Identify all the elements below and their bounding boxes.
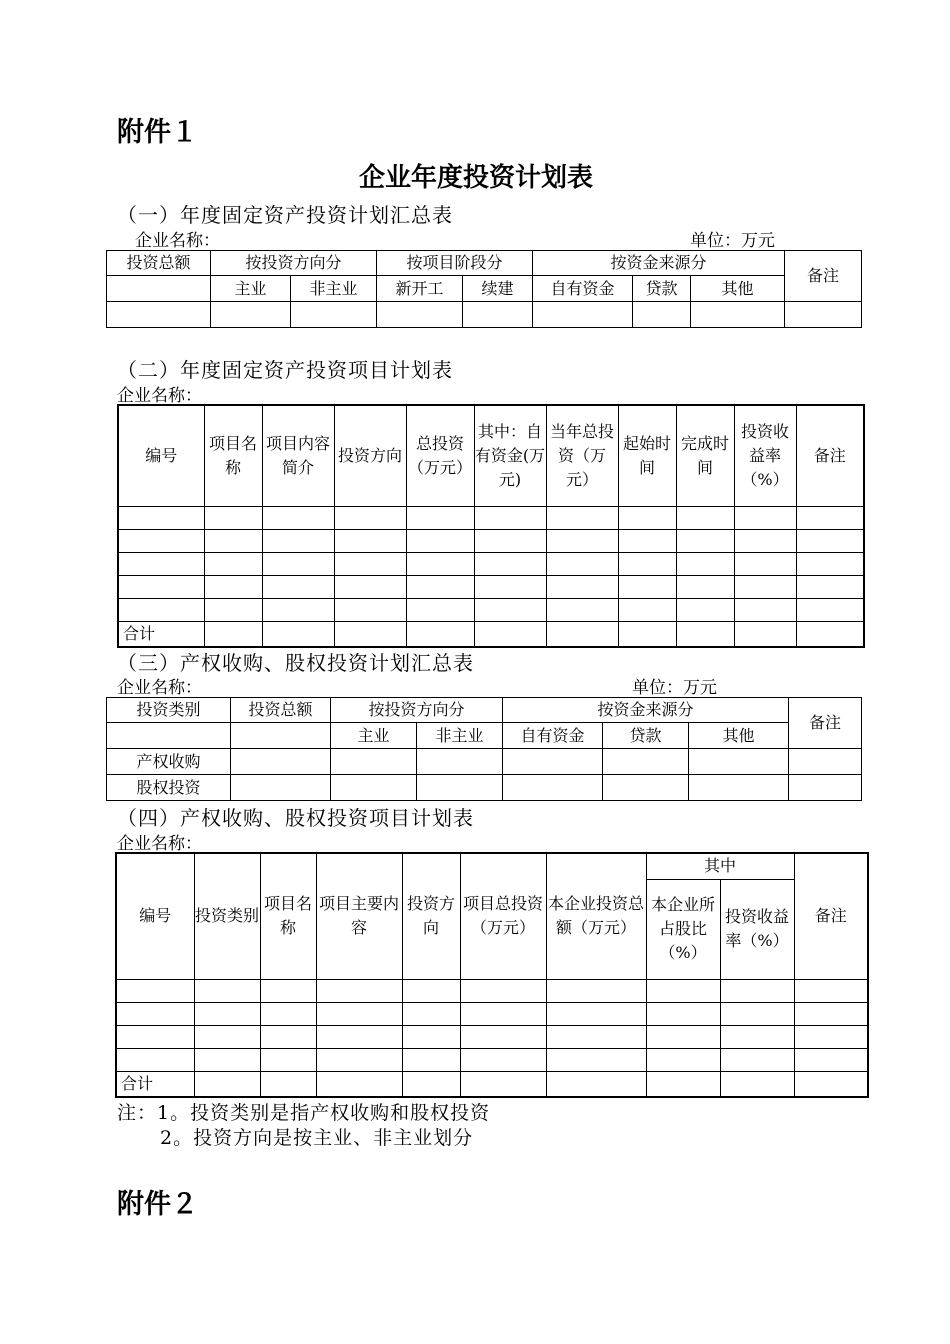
table-cell xyxy=(546,1048,646,1071)
cell-empty xyxy=(107,276,211,302)
table-cell xyxy=(331,749,417,775)
note-line-1: 注：1。投资类别是指产权收购和股权投资 xyxy=(117,1102,491,1124)
header-own-funds: 其中：自有资金(万元) xyxy=(474,405,546,506)
table-row xyxy=(118,529,864,552)
table-cell xyxy=(734,621,796,647)
table3-summary xyxy=(106,697,862,801)
header-continued: 续建 xyxy=(463,276,533,302)
header-project-content: 项目内容简介 xyxy=(262,405,334,506)
header-direction: 投资方向 xyxy=(402,853,460,979)
table-cell xyxy=(116,1002,194,1025)
header-total-investment: 总投资（万元） xyxy=(406,405,474,506)
table-cell xyxy=(546,575,618,598)
table-cell xyxy=(785,302,862,328)
table-cell xyxy=(734,529,796,552)
table-cell xyxy=(316,1048,402,1071)
table-cell xyxy=(463,302,533,328)
header-new-start: 新开工 xyxy=(377,276,463,302)
table-row xyxy=(118,506,864,529)
table-cell xyxy=(676,529,734,552)
table-cell xyxy=(646,1071,720,1097)
header-start-time: 起始时间 xyxy=(618,405,676,506)
table-cell xyxy=(402,1025,460,1048)
table-cell xyxy=(334,598,406,621)
table1-company-label: 企业名称： xyxy=(135,231,220,251)
table-cell xyxy=(676,506,734,529)
table-cell xyxy=(262,506,334,529)
header-return-rate: 投资收益率（%） xyxy=(734,405,796,506)
table-cell xyxy=(474,621,546,647)
header-by-direction: 按投资方向分 xyxy=(331,698,503,723)
table-cell xyxy=(402,979,460,1002)
table-cell xyxy=(474,575,546,598)
table-cell xyxy=(503,749,603,775)
header-own-funds: 自有资金 xyxy=(533,276,633,302)
table-cell xyxy=(720,979,794,1002)
header-project-name: 项目名称 xyxy=(260,853,316,979)
table-cell xyxy=(794,979,868,1002)
table-cell xyxy=(546,552,618,575)
table-cell xyxy=(194,979,260,1002)
table-cell xyxy=(618,506,676,529)
table-cell xyxy=(789,749,862,775)
table-cell xyxy=(231,775,331,801)
table-cell xyxy=(417,775,503,801)
table-cell xyxy=(334,575,406,598)
total-label: 合计 xyxy=(116,1071,194,1097)
table-cell xyxy=(676,552,734,575)
table-cell xyxy=(546,529,618,552)
table-cell xyxy=(474,529,546,552)
header-investment-type: 投资类别 xyxy=(194,853,260,979)
header-other: 其他 xyxy=(689,723,789,749)
table-cell xyxy=(260,1048,316,1071)
table-cell xyxy=(796,506,864,529)
table-cell xyxy=(406,598,474,621)
table-cell xyxy=(633,302,691,328)
table-cell xyxy=(334,552,406,575)
table-cell xyxy=(646,1002,720,1025)
table-cell xyxy=(789,775,862,801)
table-cell xyxy=(316,1002,402,1025)
table-cell xyxy=(260,1025,316,1048)
table-cell xyxy=(546,1071,646,1097)
table-cell xyxy=(406,506,474,529)
table3-section-title: （三）产权收购、股权投资计划汇总表 xyxy=(117,651,474,675)
table-cell xyxy=(262,598,334,621)
table-cell xyxy=(260,979,316,1002)
table-cell xyxy=(546,506,618,529)
table-cell xyxy=(720,1002,794,1025)
cell-empty xyxy=(231,723,331,749)
table-cell xyxy=(406,621,474,647)
header-main: 主业 xyxy=(211,276,291,302)
table-row xyxy=(116,1002,868,1025)
table2-section-title: （二）年度固定资产投资项目计划表 xyxy=(117,358,453,382)
table-cell xyxy=(402,1002,460,1025)
table-cell xyxy=(334,506,406,529)
table-cell xyxy=(460,1025,546,1048)
header-loans: 贷款 xyxy=(633,276,691,302)
table-cell xyxy=(194,1002,260,1025)
header-other: 其他 xyxy=(691,276,785,302)
table2-projects xyxy=(117,404,865,648)
header-end-time: 完成时间 xyxy=(676,405,734,506)
table-cell xyxy=(118,575,204,598)
table-cell xyxy=(116,1048,194,1071)
row-label-equity-investment: 股权投资 xyxy=(107,775,231,801)
table-row xyxy=(118,552,864,575)
header-non-main: 非主业 xyxy=(291,276,377,302)
table-cell xyxy=(460,1002,546,1025)
header-investment-type: 投资类别 xyxy=(107,698,231,723)
row-label-equity-acquisition: 产权收购 xyxy=(107,749,231,775)
header-project-name: 项目名称 xyxy=(204,405,262,506)
table-cell xyxy=(646,1048,720,1071)
table-cell xyxy=(794,1071,868,1097)
table-cell xyxy=(734,552,796,575)
table-cell xyxy=(316,1071,402,1097)
table-cell xyxy=(503,775,603,801)
table-cell xyxy=(689,775,789,801)
table-cell xyxy=(262,621,334,647)
header-remarks: 备注 xyxy=(789,698,862,749)
table4-projects xyxy=(115,852,869,1098)
table-cell xyxy=(618,529,676,552)
table-cell xyxy=(316,979,402,1002)
table-cell xyxy=(331,775,417,801)
table-cell xyxy=(474,552,546,575)
table1-unit-label: 单位：万元 xyxy=(690,231,775,251)
table-cell xyxy=(618,552,676,575)
table-cell xyxy=(291,302,377,328)
table-cell xyxy=(406,552,474,575)
table-cell xyxy=(402,1071,460,1097)
table-cell xyxy=(194,1048,260,1071)
table-cell xyxy=(406,575,474,598)
table-cell xyxy=(460,1048,546,1071)
table-cell xyxy=(460,1071,546,1097)
table-cell xyxy=(417,749,503,775)
table-cell xyxy=(676,575,734,598)
table-cell xyxy=(618,621,676,647)
table-cell xyxy=(676,621,734,647)
table-row xyxy=(116,1025,868,1048)
table-cell xyxy=(107,302,211,328)
table-cell xyxy=(796,529,864,552)
table-cell xyxy=(260,1071,316,1097)
table-cell xyxy=(689,749,789,775)
table-cell xyxy=(546,979,646,1002)
table-cell xyxy=(316,1025,402,1048)
header-investment-total: 投资总额 xyxy=(107,251,211,276)
header-loans: 贷款 xyxy=(603,723,689,749)
table-cell xyxy=(796,575,864,598)
header-share-ratio: 本企业所占股比（%） xyxy=(646,879,720,979)
header-own-funds: 自有资金 xyxy=(503,723,603,749)
header-return-rate: 投资收益率（%） xyxy=(720,879,794,979)
header-remarks: 备注 xyxy=(794,853,868,979)
header-investment-total: 投资总额 xyxy=(231,698,331,723)
table-cell xyxy=(796,621,864,647)
table-cell xyxy=(116,1025,194,1048)
table-cell xyxy=(402,1048,460,1071)
table3-company-label: 企业名称： xyxy=(117,678,202,698)
table-cell xyxy=(794,1025,868,1048)
header-by-direction: 按投资方向分 xyxy=(211,251,377,276)
header-total-investment: 项目总投资（万元） xyxy=(460,853,546,979)
header-by-source: 按资金来源分 xyxy=(533,251,785,276)
table-cell xyxy=(734,598,796,621)
table-row xyxy=(118,598,864,621)
main-title: 企业年度投资计划表 xyxy=(359,163,594,193)
table-cell xyxy=(262,552,334,575)
table-cell xyxy=(603,749,689,775)
attachment-1-label: 附件１ xyxy=(117,117,198,148)
header-number: 编号 xyxy=(118,405,204,506)
total-label: 合计 xyxy=(118,621,204,647)
table-cell xyxy=(377,302,463,328)
table4-section-title: （四）产权收购、股权投资项目计划表 xyxy=(117,806,474,830)
table-cell xyxy=(720,1071,794,1097)
table-cell xyxy=(676,598,734,621)
header-main: 主业 xyxy=(331,723,417,749)
table-cell xyxy=(796,552,864,575)
table1-summary xyxy=(106,250,862,328)
table-cell xyxy=(204,529,262,552)
header-of-which: 其中 xyxy=(646,853,794,879)
table-cell xyxy=(204,506,262,529)
table-cell xyxy=(334,529,406,552)
table-cell xyxy=(474,598,546,621)
table-cell xyxy=(262,529,334,552)
table-cell xyxy=(691,302,785,328)
cell-empty xyxy=(107,723,231,749)
table-cell xyxy=(734,575,796,598)
table-cell xyxy=(194,1025,260,1048)
header-by-stage: 按项目阶段分 xyxy=(377,251,533,276)
table-cell xyxy=(334,621,406,647)
table-cell xyxy=(618,598,676,621)
header-year-total: 当年总投资（万元） xyxy=(546,405,618,506)
table-cell xyxy=(794,1048,868,1071)
table2-company-label: 企业名称： xyxy=(117,386,202,406)
table-row xyxy=(116,1048,868,1071)
table-cell xyxy=(646,979,720,1002)
table-cell xyxy=(474,506,546,529)
table-cell xyxy=(118,506,204,529)
table-cell xyxy=(116,979,194,1002)
table-cell xyxy=(646,1025,720,1048)
table-row xyxy=(116,979,868,1002)
header-project-content: 项目主要内容 xyxy=(316,853,402,979)
table-cell xyxy=(204,575,262,598)
header-direction: 投资方向 xyxy=(334,405,406,506)
table-cell xyxy=(262,575,334,598)
table-cell xyxy=(618,575,676,598)
table-cell xyxy=(204,552,262,575)
table1-section-title: （一）年度固定资产投资计划汇总表 xyxy=(117,203,453,227)
table-cell xyxy=(231,749,331,775)
table-cell xyxy=(533,302,633,328)
header-non-main: 非主业 xyxy=(417,723,503,749)
table-cell xyxy=(546,1025,646,1048)
table-cell xyxy=(794,1002,868,1025)
table-cell xyxy=(546,598,618,621)
header-remarks: 备注 xyxy=(796,405,864,506)
note-line-2: 2。投资方向是按主业、非主业划分 xyxy=(160,1127,474,1149)
table-cell xyxy=(406,529,474,552)
table-cell xyxy=(546,1002,646,1025)
header-company-total: 本企业投资总额（万元） xyxy=(546,853,646,979)
table-cell xyxy=(204,621,262,647)
table-cell xyxy=(118,598,204,621)
table-cell xyxy=(118,529,204,552)
table-cell xyxy=(460,979,546,1002)
table3-unit-label: 单位：万元 xyxy=(632,678,717,698)
header-number: 编号 xyxy=(116,853,194,979)
table-cell xyxy=(118,552,204,575)
table-cell xyxy=(734,506,796,529)
table-cell xyxy=(796,598,864,621)
table-cell xyxy=(260,1002,316,1025)
table4-company-label: 企业名称： xyxy=(117,834,202,854)
header-remarks: 备注 xyxy=(785,251,862,302)
table-cell xyxy=(204,598,262,621)
table-cell xyxy=(720,1025,794,1048)
table-cell xyxy=(211,302,291,328)
attachment-2-label: 附件２ xyxy=(117,1189,198,1220)
table-cell xyxy=(546,621,618,647)
table-cell xyxy=(194,1071,260,1097)
header-by-source: 按资金来源分 xyxy=(503,698,789,723)
table-cell xyxy=(720,1048,794,1071)
table-cell xyxy=(603,775,689,801)
table-row xyxy=(118,575,864,598)
